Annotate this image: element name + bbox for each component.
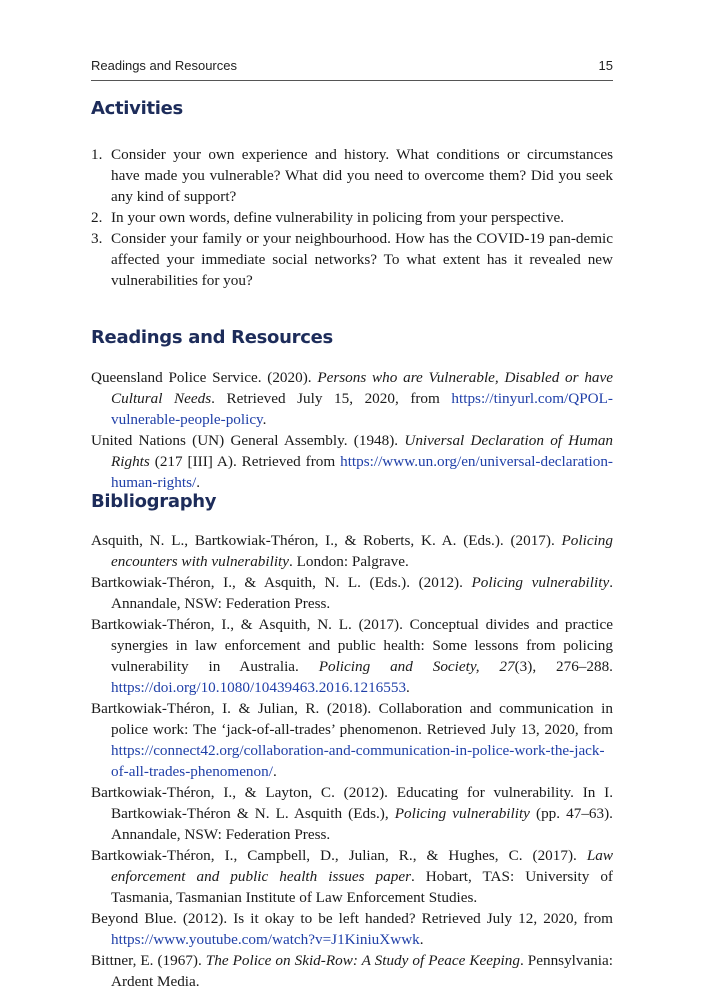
ref-text: . Hobart, TAS: University of Tasmania, Tasmanian Institute of Law Enforcement Studies. bbox=[111, 868, 613, 906]
ref-text: Asquith, N. L., Bartkowiak-Théron, I., & Roberts, K. A. (Eds.). (2017). bbox=[91, 532, 562, 549]
ref-text: Bartkowiak-Théron, I., & Asquith, N. L. (2017). Conceptual divides and practice synergies in law enforcement and public health: Some lessons from policing vulnerability in Australia. bbox=[91, 616, 613, 675]
ref-text: Beyond Blue. (2012). Is it okay to be left handed? Retrieved July 12, 2020, from bbox=[91, 910, 613, 927]
ref-title: Persons who are Vulnerable, Disabled or have Cultural Needs bbox=[111, 369, 613, 407]
ref-text: (pp. 47–63). Annandale, NSW: Federation Press. bbox=[111, 805, 613, 843]
ref-text: . bbox=[262, 411, 267, 428]
ref-link[interactable]: https://connect42.org/collaboration-and-communication-in-police-work-the-jack-of-all-trades-phenomenon/ bbox=[111, 742, 605, 780]
activity-item bbox=[91, 228, 613, 291]
ref-text: . Retrieved July 15, 2020, from bbox=[211, 390, 452, 407]
ref-link[interactable]: https://tinyurl.com/QPOL-vulnerable-people-policy bbox=[111, 390, 613, 428]
ref-title: The Police on Skid-Row: A Study of Peace Keeping bbox=[205, 952, 520, 969]
ref-text: (3), 276–288. bbox=[514, 658, 613, 675]
ref-link[interactable]: https://doi.org/10.1080/10439463.2016.1216553 bbox=[111, 679, 407, 696]
ref-title: Policing encounters with vulnerability bbox=[111, 532, 613, 570]
ref-text: . Annandale, NSW: Federation Press. bbox=[111, 574, 613, 612]
activity-text: In your own words, define vulnerability in policing from your perspective. bbox=[111, 209, 564, 226]
bibliography-entry bbox=[91, 572, 613, 614]
ref-text: (217 [III] A). Retrieved from bbox=[149, 453, 341, 470]
ref-text: Bartkowiak-Théron, I., & Layton, C. (2012). Educating for vulnerability. In I. Bartkowiak-Théron & N. L. Asquith (Eds.), bbox=[91, 784, 613, 822]
ref-text: Bartkowiak-Théron, I., Campbell, D., Julian, R., & Hughes, C. (2017). bbox=[91, 847, 587, 864]
bibliography-list bbox=[91, 530, 613, 992]
reading-entry bbox=[91, 430, 613, 493]
bibliography-entry bbox=[91, 782, 613, 845]
ref-title: Universal Declaration of Human Rights bbox=[111, 432, 614, 470]
bibliography-entry bbox=[91, 698, 613, 782]
ref-text: . bbox=[196, 474, 201, 491]
bibliography-entry bbox=[91, 908, 613, 950]
readings-list bbox=[91, 367, 613, 493]
ref-text: . bbox=[419, 931, 424, 948]
ref-text: Bartkowiak-Théron, I., & Asquith, N. L. (Eds.). (2012). bbox=[91, 574, 472, 591]
activity-number: 2. bbox=[91, 209, 103, 226]
bibliography-entry bbox=[91, 530, 613, 572]
ref-text: . bbox=[272, 763, 277, 780]
ref-link[interactable]: https://www.un.org/en/universal-declaration-human-rights/ bbox=[111, 453, 613, 491]
readings-heading: Readings and Resources bbox=[91, 327, 333, 348]
activity-item bbox=[91, 207, 613, 228]
ref-text: Queensland Police Service. (2020). bbox=[91, 369, 318, 386]
ref-link[interactable]: https://www.youtube.com/watch?v=J1KiniuXwwk bbox=[111, 931, 420, 948]
ref-text: . Pennsylvania: Ardent Media. bbox=[111, 952, 613, 990]
activity-text: Consider your family or your neighbourhood. How has the COVID-19 pan-demic affected your immediate social networks? To what extent has it revealed new vulnerabilities for you? bbox=[111, 230, 613, 289]
running-header bbox=[91, 58, 613, 81]
ref-title: Policing vulnerability bbox=[394, 805, 530, 822]
activity-text: Consider your own experience and history. What conditions or circumstances have made you vulnerable? What did you need to overcome them? Did you seek any kind of support? bbox=[111, 146, 613, 205]
reading-entry bbox=[91, 367, 613, 430]
bibliography-entry bbox=[91, 950, 613, 992]
ref-text: Bittner, E. (1967). bbox=[91, 952, 206, 969]
bibliography-entry bbox=[91, 845, 613, 908]
ref-text: United Nations (UN) General Assembly. (1948). bbox=[91, 432, 405, 449]
activity-item bbox=[91, 144, 613, 207]
activity-number: 3. bbox=[91, 230, 103, 247]
bibliography-entry bbox=[91, 614, 613, 698]
running-title: Readings and Resources bbox=[91, 58, 237, 73]
ref-text: . bbox=[406, 679, 410, 696]
ref-title: Law enforcement and public health issues paper bbox=[111, 847, 613, 885]
bibliography-heading: Bibliography bbox=[91, 491, 217, 512]
page-number: 15 bbox=[598, 58, 613, 73]
ref-text: Bartkowiak-Théron, I. & Julian, R. (2018). Collaboration and communication in police work: The ‘jack-of-all-trades’ phenomenon. Retrieved July 13, 2020, from bbox=[91, 700, 613, 738]
ref-text: . London: Palgrave. bbox=[289, 553, 409, 570]
ref-title: Policing vulnerability bbox=[471, 574, 610, 591]
activities-list bbox=[91, 144, 613, 291]
activities-heading: Activities bbox=[91, 98, 183, 119]
activity-number: 1. bbox=[91, 146, 103, 163]
ref-title: Policing and Society, 27 bbox=[318, 658, 515, 675]
